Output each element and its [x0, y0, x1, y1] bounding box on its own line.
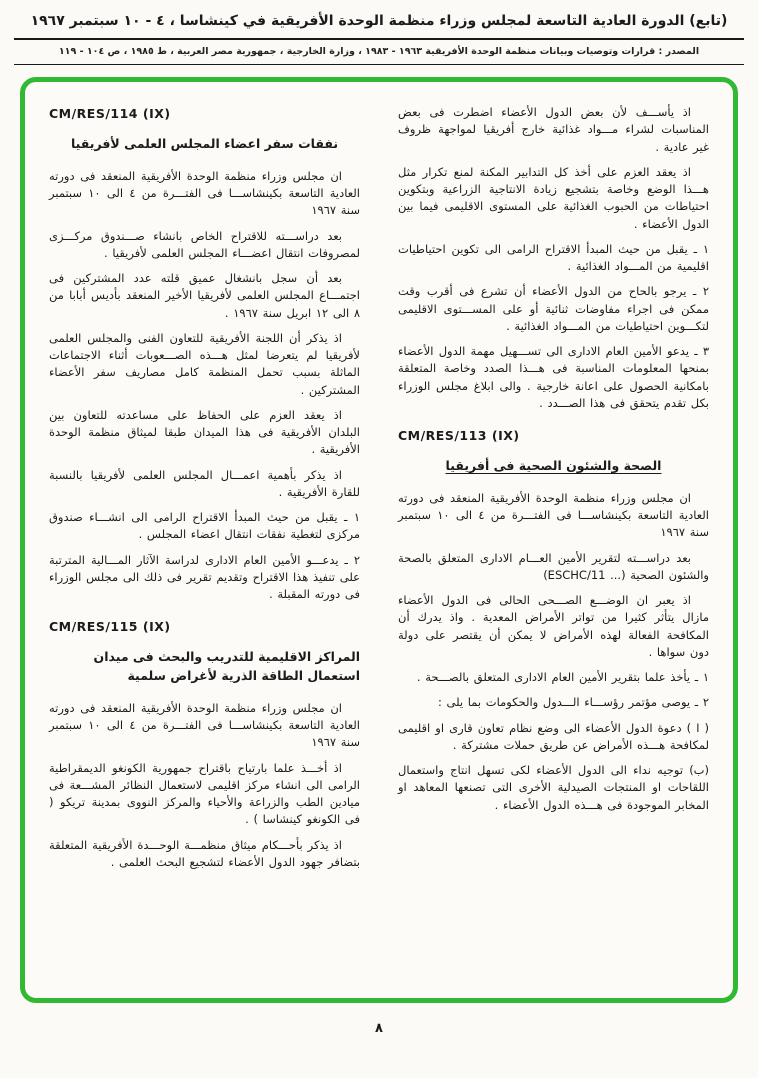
- resolution-code-114: CM/RES/114 (IX): [49, 106, 171, 122]
- resolution-item: ٢ ـ يوصى مؤتمر رؤســـاء الـــدول والحكومات بما يلى :: [437, 695, 709, 710]
- resolution-item: ١ ـ يأخذ علما بتقرير الأمين العام الادارى المتعلق بالصـــحة .: [416, 670, 709, 685]
- header-divider-top: [14, 38, 744, 40]
- column-left: [49, 104, 360, 982]
- resolution-paragraph: اذ يعقد العزم على أخذ كل التدابير المكنة لمنع تكرار مثل هـــذا الوضع وخاصة بتشجيع زيادة الانتاجية الزراعية وبتكوين احتياطات من الحبوب الغذائية على المستوى الاقليمى فيما بين الدول الأعضاء .: [398, 164, 709, 231]
- resolution-code-113: CM/RES/113 (IX): [398, 428, 520, 444]
- resolution-item: ٣ ـ يدعو الأمين العام الادارى الى تســـهيل مهمة الدول الأعضاء بمنحها المعلومات المناسبة فى هـــذا الصدد وخاصة المتعلقة بامكانية الحصول على اعانة خارجية . والى ابلاغ مجلس الوزراء بكل تقدم يتحقق فى هذا الصـــدد .: [398, 344, 709, 410]
- document-title: (تابع) الدورة العادية التاسعة لمجلس وزراء منظمة الوحدة الأفريقية في كينشاسا ، ٤ - ١٠ سبتمبر ١٩٦٧: [30, 13, 728, 29]
- document-source-line: المصدر : قرارات وتوصيات وبيانات منظمة الوحدة الأفريقية ١٩٦٣ - ١٩٨٣ ، وزارة الخارجية ، جمهورية مصر العربية ، ط ١٩٨٥ ، ص ١٠٤ - ١١٩: [58, 46, 700, 58]
- column-right: [398, 104, 709, 982]
- resolution-item: ١ ـ يقبل من حيث المبدأ الاقتراح الرامى الى تكوين احتياطيات اقليمية من المـــواد الغذائية .: [398, 241, 709, 274]
- resolution-paragraph: بعد أن سجل بانشغال عميق قلته عدد المشتركين فى اجتمـــاع المجلس العلمى لأفريقيا الأخير المنعقد بأديس أبابا من ٨ الى ١٢ ابريل سنة ١٩٦٧ .: [49, 271, 360, 320]
- resolution-paragraph: اذ يذكر بأهمية اعمـــال المجلس العلمى لأفريقيا بالنسبة للقارة الأفريقية .: [49, 467, 360, 499]
- resolution-title-114: نفقات سفر اعضاء المجلس العلمى لأفريقيا: [70, 136, 339, 152]
- page-header: [0, 0, 758, 65]
- report-reference-code: (ESCHC/11 ...): [543, 567, 626, 582]
- resolution-paragraph: اذ يذكر أن اللجنة الأفريقية للتعاون الفنى والمجلس العلمى لأفريقيا لم يتعرضا لمثل هـــذه الصـــعوبات أثناء الاجتماعات الماثلة بسبب تحمل المنظمة كامل مصاريف سفر الأعضاء المشتركين .: [49, 330, 360, 397]
- resolution-paragraph: [398, 550, 709, 585]
- resolution-paragraph: ان مجلس وزراء منظمة الوحدة الأفريقية المنعقد فى دورته العادية التاسعة بكينشاســـا فى الفتـــرة من ٤ الى ١٠ سبتمبر سنة ١٩٦٧: [49, 168, 360, 218]
- resolution-paragraph: اذ يعبر ان الوضـــع الصـــحى الحالى فى الدول الأعضاء مازال يتأثر كثيرا من تواتر الأمراض المعدية . واذ يدرك أن المكافحة الفعالة لهذه الأمراض لا يمكن أن يقتصر على دولة دون سواها .: [398, 593, 709, 659]
- resolution-paragraph: ان مجلس وزراء منظمة الوحدة الأفريقية المنعقد فى دورته العادية التاسعة بكينشاســـا فى الفتـــرة من ٤ الى ١٠ سبتمبر سنة ١٩٦٧: [398, 490, 709, 540]
- resolution-item: ٢ ـ يرجو بالحاح من الدول الأعضاء أن تشرع فى أقرب وقت ممكن فى اجراء مفاوضات ثنائية أو على المســـتوى الاقليمى لتكـــوين احتياطيات من المـــواد الغذائية .: [398, 284, 709, 333]
- resolution-paragraph: بعد دراســـته للاقتراح الخاص بانشاء صـــندوق مركـــزى لمصروفات انتقال اعضـــاء المجلس العلمى لأفريقيا .: [49, 228, 360, 260]
- resolution-paragraph: اذ يأســـف لأن بعض الدول الأعضاء اضطرت فى بعض المناسبات لشراء مـــواد غذائية خارج أفريقيا لمواجهة ظروف غير عادية .: [398, 105, 709, 154]
- page-footer: [0, 1017, 758, 1036]
- resolution-paragraph: اذ أخـــذ علما بارتياح باقتراح جمهورية الكونغو الديمقراطية الرامى الى انشاء مركز اقليمى لاستعمال النظائر المشـــعة فى ميادين الطب والزراعة والأحياء والمركز النووى بمدينة تريكو ( فى الكونغو كينشاسا ) .: [49, 760, 360, 827]
- resolution-item: ٢ ـ يدعـــو الأمين العام الادارى لدراسة الآثار المـــالية المترتبة على تنفيذ هذا الاقتراح وتقديم تقرير فى ذلك الى مجلس الوزراء فى دورته المقبلة .: [49, 552, 360, 602]
- header-divider-bottom: [14, 64, 744, 65]
- resolution-title-115: المراكز الاقليمية للتدريب والبحث فى ميدان استعمال الطاقة الذرية لأغراض سلمية: [93, 649, 360, 684]
- resolution-item: (ب) توجيه نداء الى الدول الأعضاء لكى تسهل انتاج واستعمال اللقاحات او المنتجات الصيدلية الأخرى التى تصنعها المعاهد او المخابر الموجودة فى هـــذه الدول الأعضاء .: [398, 763, 709, 812]
- resolution-paragraph: اذ يذكر بأحـــكام ميثاق منظمـــة الوحـــدة الأفريقية المتعلقة بتضافر جهود الدول الأعضاء لتشجيع البحث العلمى .: [49, 837, 360, 869]
- resolution-item: ( ا ) دعوة الدول الأعضاء الى وضع نظام تعاون قارى او اقليمى لمكافحة هـــذه الأمراض عن طريق حملات مشتركة .: [398, 720, 709, 752]
- green-border-frame: [20, 77, 738, 1003]
- resolution-paragraph: اذ يعقد العزم على الحفاظ على مساعدته للتعاون بين البلدان الأفريقية فى هذا الميدان طبقا لميثاق منظمة الوحدة الأفريقية .: [49, 407, 360, 457]
- two-column-layout: [49, 104, 709, 982]
- resolution-item: ١ ـ يقبل من حيث المبدأ الاقتراح الرامى الى انشـــاء صندوق مركزى لتغطية نفقات انتقال اعضاء المجلس .: [49, 510, 360, 542]
- resolution-code-115: CM/RES/115 (IX): [49, 619, 171, 635]
- resolution-paragraph: ان مجلس وزراء منظمة الوحدة الأفريقية المنعقد فى دورته العادية التاسعة بكينشاســـا فى الفتـــرة من ٤ الى ١٠ سبتمبر سنة ١٩٦٧: [49, 700, 360, 750]
- resolution-title-113: الصحة والشئون الصحية فى أفريقيا: [445, 458, 662, 474]
- paragraph-text: بعد دراســـته لتقرير الأمين العـــام الادارى المتعلق بالصحة والشئون الصحية: [398, 550, 709, 582]
- page-number: ٨: [375, 1021, 383, 1037]
